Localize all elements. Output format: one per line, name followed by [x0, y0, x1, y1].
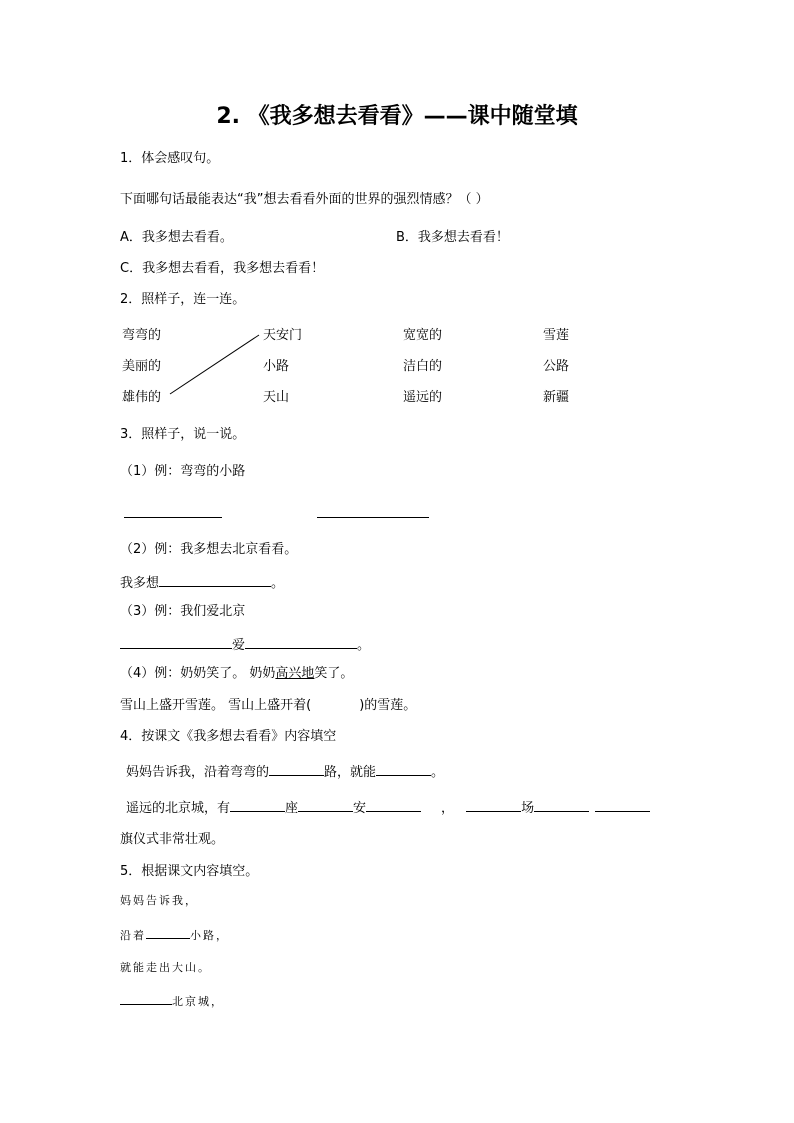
q5-text: 北京城，	[172, 995, 224, 1008]
q2-right1-item: 天山	[263, 390, 290, 405]
answer-blank[interactable]	[466, 797, 521, 812]
answer-blank[interactable]	[124, 503, 222, 518]
q4-heading: 4．按课文《我多想去看看》内容填空	[120, 729, 337, 744]
q3-example-4	[120, 665, 353, 683]
answer-blank[interactable]	[159, 572, 271, 587]
ex4-suffix: 笑了。	[314, 666, 354, 681]
q3-blank-1a	[124, 503, 222, 524]
q2-left1-item: 弯弯的	[122, 328, 162, 343]
ex4-prefix: （4）例：奶奶笑了。 奶奶	[120, 666, 276, 681]
answer-blank[interactable]	[366, 797, 421, 812]
q2-right2-item: 新疆	[543, 390, 570, 405]
fill-mid: 爱	[232, 638, 246, 653]
q5-line-1: 妈妈告诉我，	[120, 894, 198, 907]
q5-line-3: 就能走出大山。	[120, 961, 211, 974]
q1-option-c: C．我多想去看看，我多想去看看！	[120, 261, 325, 276]
q3-example-1: （1）例：弯弯的小路	[120, 464, 246, 479]
answer-blank[interactable]	[269, 761, 324, 776]
page-title: 2. 《我多想去看看》——课中随堂填	[216, 104, 578, 129]
q4-text: 场	[521, 801, 535, 816]
answer-blank[interactable]	[298, 797, 353, 812]
q4-text: 座	[285, 801, 299, 816]
q3-example-2: （2）例：我多想去北京看看。	[120, 542, 298, 557]
q2-right2-item: 公路	[543, 359, 570, 374]
q2-left1-item: 雄伟的	[122, 390, 162, 405]
q1-option-a: A．我多想去看看。	[120, 230, 233, 245]
q2-left2-item: 遥远的	[403, 390, 443, 405]
q4-line-2	[126, 797, 650, 818]
fill-suffix: 。	[271, 576, 285, 591]
answer-blank[interactable]	[120, 634, 232, 649]
answer-blank[interactable]	[317, 503, 429, 518]
q4-line-3: 旗仪式非常壮观。	[120, 832, 225, 847]
q4-line-1	[126, 761, 444, 782]
q5-text: 小路，	[190, 929, 229, 942]
answer-blank[interactable]	[595, 797, 650, 812]
q3-fill-3	[120, 634, 370, 655]
q1-option-b: B．我多想去看看！	[396, 230, 509, 245]
q3-heading: 3．照样子，说一说。	[120, 427, 246, 442]
q1-heading: 1．体会感叹句。	[120, 151, 220, 166]
q2-right1-item: 小路	[263, 359, 290, 374]
fill-prefix: 我多想	[120, 576, 160, 591]
ex4-underlined-word: 高兴地	[275, 666, 315, 681]
q4-text: 路，就能	[324, 765, 377, 780]
ex4-line2-a: 雪山上盛开雪莲。 雪山上盛开着(	[120, 698, 312, 713]
fill-end: 。	[357, 638, 371, 653]
answer-blank[interactable]	[230, 797, 285, 812]
q5-line-2	[120, 926, 229, 945]
answer-blank[interactable]	[534, 797, 589, 812]
ex4-line2-b: )的雪莲。	[359, 698, 417, 713]
q2-right2-item: 雪莲	[543, 328, 570, 343]
q4-text: 。	[431, 765, 445, 780]
q2-right1-item: 天安门	[263, 328, 303, 343]
answer-blank[interactable]	[120, 992, 172, 1005]
q5-line-4	[120, 992, 224, 1011]
answer-blank[interactable]	[376, 761, 431, 776]
q2-left2-item: 洁白的	[403, 359, 443, 374]
q3-blank-1b	[317, 503, 429, 524]
q3-example-3: （3）例：我们爱北京	[120, 604, 246, 619]
q3-fill-2	[120, 572, 284, 593]
q2-heading: 2．照样子，连一连。	[120, 292, 246, 307]
answer-blank[interactable]	[245, 634, 357, 649]
q2-left2-item: 宽宽的	[403, 328, 443, 343]
q2-left1-item: 美丽的	[122, 359, 162, 374]
q5-heading: 5．根据课文内容填空。	[120, 864, 259, 879]
q1-prompt: 下面哪句话最能表达“我”想去看看外面的世界的强烈情感？（ ）	[120, 192, 489, 207]
q5-text: 沿着	[120, 929, 146, 942]
q4-text: 遥远的北京城，有	[126, 801, 231, 816]
q3-fill-4	[120, 697, 416, 715]
q4-text: 安	[353, 801, 367, 816]
answer-blank[interactable]	[146, 926, 190, 939]
q4-text: ，	[441, 801, 455, 816]
q4-text: 妈妈告诉我，沿着弯弯的	[126, 765, 270, 780]
